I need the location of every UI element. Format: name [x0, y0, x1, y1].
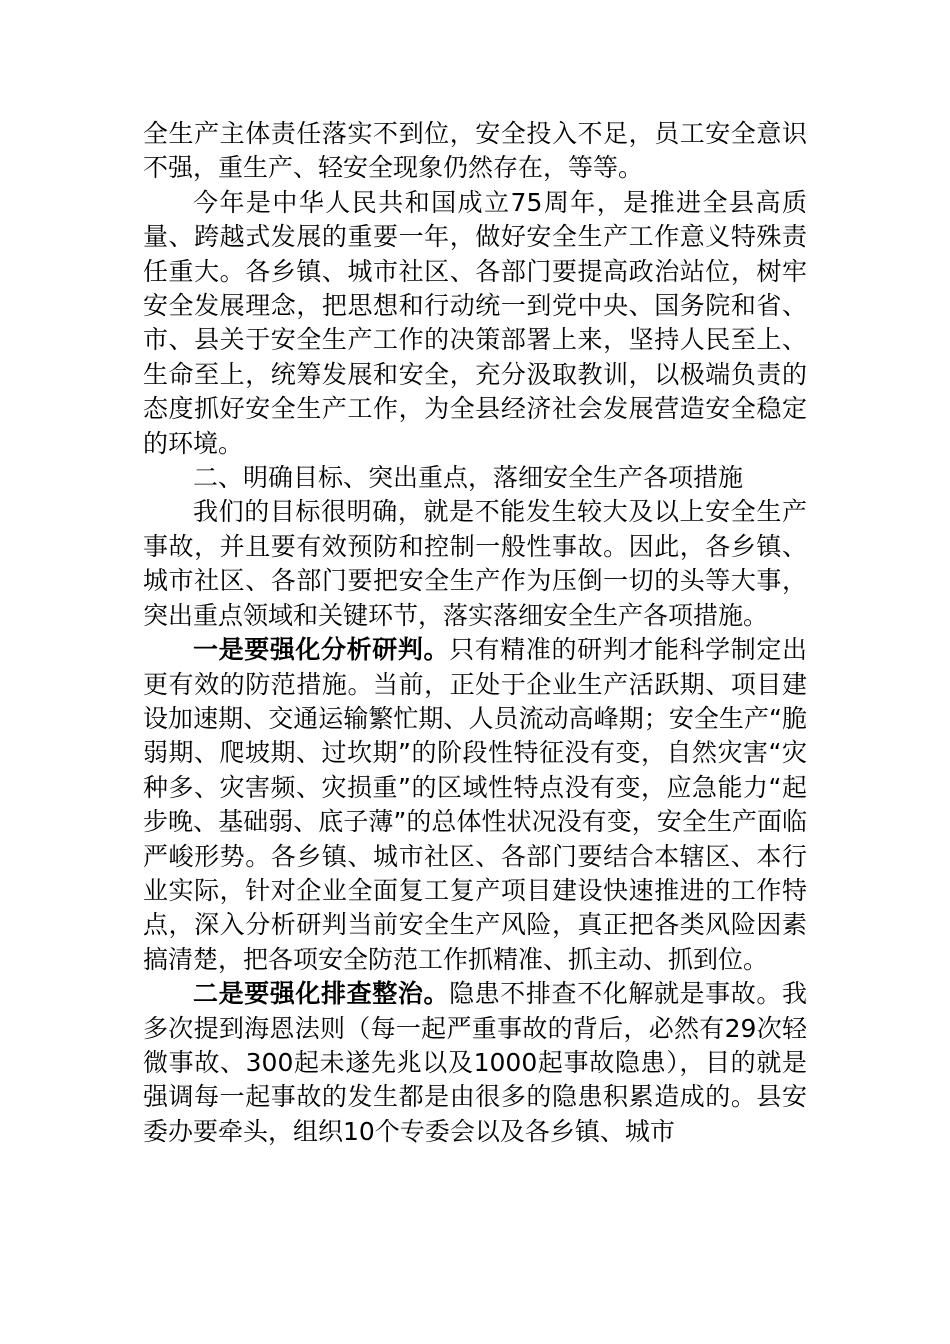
paragraph-anniversary: 今年是中华人民共和国成立75周年，是推进全县高质量、跨越式发展的重要一年，做好安全生产工作意义特殊责任重大。各乡镇、城市社区、各部门要提高政治站位，树牢安全发展理念，把思想和行动统一到党中央、国务院和省、市、县关于安全生产工作的决策部署上来，坚持人民至上、生命至上，统筹发展和安全，充分汲取教训，以极端负责的态度抓好安全生产工作，为全县经济社会发展营造安全稳定的环境。 [143, 187, 807, 458]
paragraph-goals: 我们的目标很明确，就是不能发生较大及以上安全生产事故，并且要有效预防和控制一般性事故。因此，各乡镇、城市社区、各部门要把安全生产作为压倒一切的头等大事，突出重点领域和关键环节，落实落细安全生产各项措施。 [143, 497, 807, 630]
point-2-body: 隐患不排查不化解就是事故。我多次提到海恩法则（每一起严重事故的背后，必然有29次轻微事故、300起未遂先兆以及1000起事故隐患），目的就是强调每一起事故的发生都是由很多的隐患积累造成的。县安委办要牵头，组织10个专委会以及各乡镇、城市 [143, 979, 807, 1146]
point-1-body: 只有精准的研判才能科学制定出更有效的防范措施。当前，正处于企业生产活跃期、项目建设加速期、交通运输繁忙期、人员流动高峰期；安全生产“脆弱期、爬坡期、过坎期”的阶段性特征没有变，自然灾害“灾种多、灾害频、灾损重”的区域性特点没有变，应急能力“起步晚、基础弱、底子薄”的总体性状况没有变，安全生产面临严峻形势。各乡镇、城市社区、各部门要结合本辖区、本行业实际，针对企业全面复工复产项目建设快速推进的工作特点，深入分析研判当前安全生产风险，真正把各类风险因素搞清楚，把各项安全防范工作抓精准、抓主动、抓到位。 [143, 635, 807, 974]
paragraph-point-1 [143, 633, 807, 977]
point-2-lead: 二是要强化排查整治。 [193, 979, 450, 1009]
point-1-lead: 一是要强化分析研判。 [193, 635, 450, 665]
paragraph-point-2 [143, 977, 807, 1149]
document-page [143, 117, 807, 1149]
paragraph-continued: 全生产主体责任落实不到位，安全投入不足，员工安全意识不强，重生产、轻安全现象仍然存在，等等。 [143, 119, 807, 183]
section-heading-2: 二、明确目标、突出重点，落细安全生产各项措施 [193, 463, 744, 493]
